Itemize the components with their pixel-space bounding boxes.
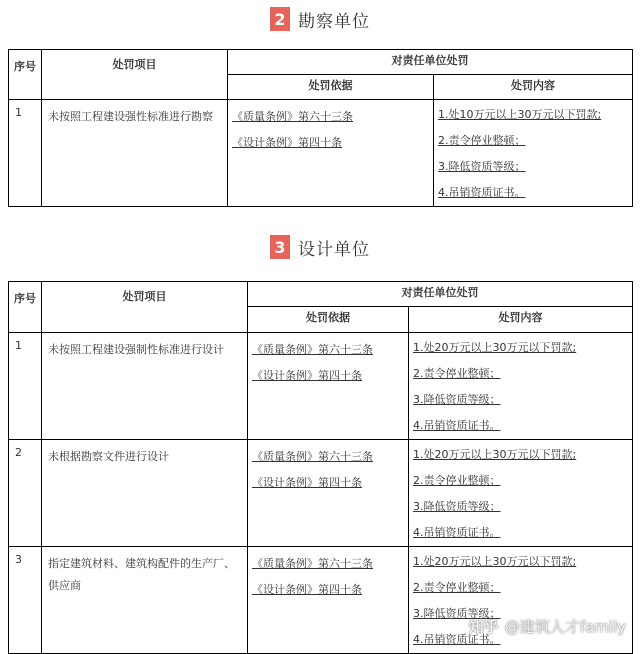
content-line: 4.吊销资质证书。 xyxy=(413,419,501,432)
row-content xyxy=(409,440,633,547)
header-penalty: 对责任单位处罚 xyxy=(248,282,633,307)
content-line: 2.责令停业整顿； xyxy=(413,367,501,380)
watermark xyxy=(469,616,626,637)
basis-link[interactable]: 《质量条例》第六十三条 xyxy=(252,343,373,356)
content-line: 4.吊销资质证书。 xyxy=(438,186,526,199)
content-line: 1.处20万元以上30万元以下罚款; xyxy=(413,555,577,568)
content-line: 1.处20万元以上30万元以下罚款; xyxy=(413,341,577,354)
section-3-title xyxy=(0,234,640,260)
basis-link[interactable]: 《质量条例》第六十三条 xyxy=(252,450,373,463)
penalty-table-survey xyxy=(8,49,633,207)
row-content xyxy=(409,333,633,440)
row-basis xyxy=(248,547,409,654)
header-content: 处罚内容 xyxy=(434,75,633,100)
header-content: 处罚内容 xyxy=(409,307,633,333)
row-basis xyxy=(228,100,434,207)
row-seq: 2 xyxy=(9,440,42,547)
content-line: 4.吊销资质证书。 xyxy=(413,526,501,539)
content-line: 2.责令停业整顿； xyxy=(413,474,501,487)
section-number-badge: 3 xyxy=(270,235,290,259)
watermark-text: @建筑人才family xyxy=(504,618,626,636)
content-line: 4.吊销资质证书。 xyxy=(413,633,501,646)
content-line: 3.降低资质等级； xyxy=(413,393,501,406)
header-penalty: 对责任单位处罚 xyxy=(228,50,633,75)
header-item: 处罚项目 xyxy=(42,50,228,100)
row-item: 指定建筑材料、建筑构配件的生产厂、供应商 xyxy=(42,547,248,654)
basis-link[interactable]: 《质量条例》第六十三条 xyxy=(252,557,373,570)
basis-link[interactable]: 《设计条例》第四十条 xyxy=(232,136,342,149)
table-row xyxy=(9,440,633,547)
section-2-title xyxy=(0,6,640,32)
basis-link[interactable]: 《设计条例》第四十条 xyxy=(252,583,362,596)
row-content xyxy=(434,100,633,207)
row-seq: 1 xyxy=(9,333,42,440)
row-item: 未按照工程建设强性标准进行勘察 xyxy=(42,100,228,207)
zhihu-logo: 知乎 xyxy=(468,618,499,636)
row-item: 未按照工程建设强制性标准进行设计 xyxy=(42,333,248,440)
section-heading: 设计单位 xyxy=(298,239,370,260)
row-seq: 1 xyxy=(9,100,42,207)
section-number-badge: 2 xyxy=(270,7,290,31)
table-row xyxy=(9,100,633,207)
content-line: 1.处20万元以上30万元以下罚款; xyxy=(413,448,577,461)
content-line: 2.责令停业整顿； xyxy=(413,581,501,594)
header-basis: 处罚依据 xyxy=(228,75,434,100)
basis-link[interactable]: 《设计条例》第四十条 xyxy=(252,476,362,489)
row-seq: 3 xyxy=(9,547,42,654)
row-content xyxy=(409,547,633,654)
header-seq: 序号 xyxy=(9,282,42,333)
content-line: 1.处10万元以上30万元以下罚款; xyxy=(438,108,602,121)
header-basis: 处罚依据 xyxy=(248,307,409,333)
content-line: 3.降低资质等级； xyxy=(438,160,526,173)
content-line: 3.降低资质等级； xyxy=(413,607,501,620)
table-row xyxy=(9,333,633,440)
content-line: 3.降低资质等级； xyxy=(413,500,501,513)
basis-link[interactable]: 《设计条例》第四十条 xyxy=(252,369,362,382)
row-basis xyxy=(248,333,409,440)
row-basis xyxy=(248,440,409,547)
basis-link[interactable]: 《质量条例》第六十三条 xyxy=(232,110,353,123)
content-line: 2.责令停业整顿； xyxy=(438,134,526,147)
header-seq: 序号 xyxy=(9,50,42,100)
section-heading: 勘察单位 xyxy=(298,11,370,32)
table-row xyxy=(9,547,633,654)
row-item: 未根据勘察文件进行设计 xyxy=(42,440,248,547)
header-item: 处罚项目 xyxy=(42,282,248,333)
penalty-table-design xyxy=(8,281,633,654)
